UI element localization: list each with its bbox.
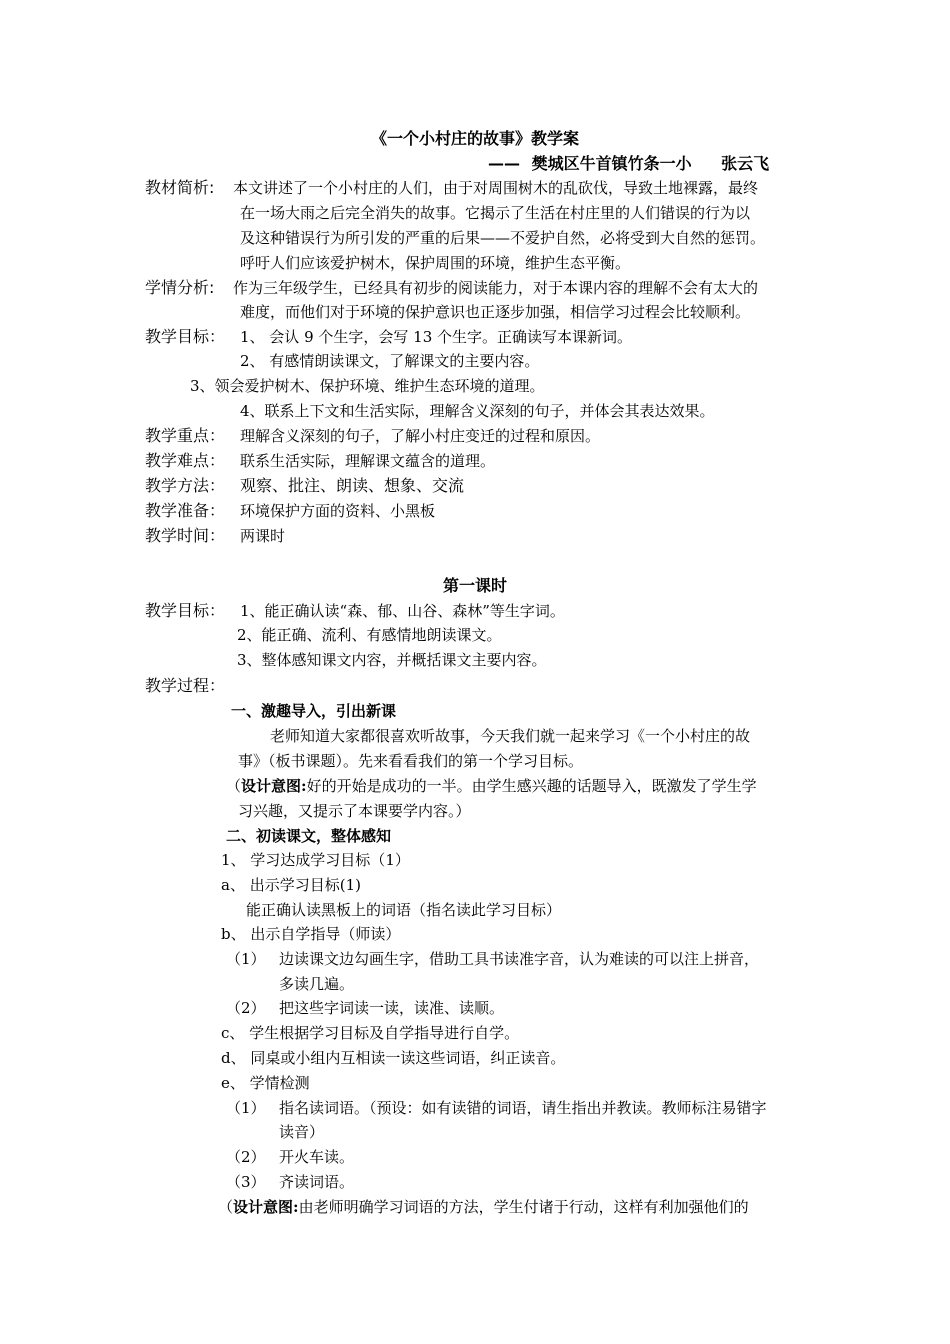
section2-item: e、 学情检测 (221, 1074, 310, 1092)
sub-item-text: 齐读词语。 (279, 1173, 355, 1191)
shijian-label: 教学时间： (145, 526, 226, 545)
sub-item-number: （2） (226, 999, 266, 1017)
sub-item-number: （1） (226, 1099, 266, 1117)
mubiao-item: 1、 会认 9 个生字，会写 13 个生字。正确读写本课新词。 (240, 328, 633, 346)
jiaocai-line: 本文讲述了一个小村庄的人们，由于对周围树木的乱砍伐，导致土地裸露，最终 (233, 179, 759, 197)
process-label: 教学过程： (145, 676, 226, 695)
section1-line: 老师知道大家都很喜欢听故事，今天我们就一起来学习《一个小村庄的故 (270, 727, 751, 745)
mubiao-item: 4、联系上下文和生活实际，理解含义深刻的句子，并体会其表达效果。 (240, 402, 715, 420)
sub-item-text: 多读几遍。 (279, 975, 355, 993)
design-text: 好的开始是成功的一半。由学生感兴趣的话题导入，既激发了学生学 (306, 777, 757, 795)
lesson1-heading: 第一课时 (442, 576, 507, 595)
section2-title: 二、初读课文，整体感知 (226, 827, 392, 845)
xueqing-line: 难度，而他们对于环境的保护意识也正逐步加强，相信学习过程会比较顺利。 (240, 303, 751, 321)
design-note-1 (226, 776, 757, 796)
sub-item-number: （2） (226, 1148, 266, 1166)
section2-item: b、 出示自学指导（师读） (221, 925, 401, 943)
section2-item: 能正确认读黑板上的词语（指名读此学习目标） (246, 901, 562, 919)
xueqing-label: 学情分析: (145, 278, 215, 297)
design-open-paren: （ (226, 777, 242, 795)
design-note-2 (218, 1197, 749, 1217)
zhongdian-label: 教学重点： (145, 426, 226, 445)
lesson1-goal: 2、能正确、流利、有感情地朗读课文。 (237, 626, 502, 644)
zhunbei-label: 教学准备： (145, 501, 226, 520)
document-title: 《一个小村庄的故事》教学案 (370, 129, 579, 148)
sub-item-text: 把这些字词读一读，读准、读顺。 (279, 999, 505, 1017)
design-label: 设计意图: (233, 1198, 299, 1216)
section2-item: c、 学生根据学习目标及自学指导进行自学。 (221, 1024, 520, 1042)
sub-item-number: （1） (226, 950, 266, 968)
jiaocai-line: 在一场大雨之后完全消失的故事。它揭示了生活在村庄里的人们错误的行为以 (240, 204, 751, 222)
nandian-text: 联系生活实际，理解课文蕴含的道理。 (240, 452, 496, 470)
byline-dash: —— (488, 154, 520, 173)
mubiao-item: 2、 有感情朗读课文，了解课文的主要内容。 (240, 352, 540, 370)
byline (488, 154, 769, 174)
sub-item-text: 指名读词语。（预设：如有读错的词语，请生指出并教读。教师标注易错字 (279, 1099, 767, 1117)
jiaocai-line: 呼吁人们应该爱护树木，保护周围的环境，维护生态平衡。 (240, 254, 631, 272)
section1-line: 事》（板书课题）。先来看看我们的第一个学习目标。 (238, 752, 584, 770)
design-label: 设计意图: (241, 777, 307, 795)
section2-item: d、 同桌或小组内互相读一读这些词语，纠正读音。 (221, 1049, 566, 1067)
design-text: 由老师明确学习词语的方法，学生付诸于行动，这样有利加强他们的 (298, 1198, 749, 1216)
fangfa-text: 观察、批注、朗读、想象、交流 (240, 476, 465, 495)
design-note-1-line2: 习兴趣，又提示了本课要学内容。） (238, 802, 471, 820)
nandian-label: 教学难点： (145, 451, 226, 470)
zhunbei-text: 环境保护方面的资料、小黑板 (240, 502, 436, 520)
xueqing-line: 作为三年级学生，已经具有初步的阅读能力，对于本课内容的理解不会有太大的 (233, 279, 759, 297)
sub-item-number: （3） (226, 1173, 266, 1191)
byline-school: 樊城区牛首镇竹条一小 (531, 154, 692, 173)
sub-item-text: 开火车读。 (279, 1148, 355, 1166)
shijian-text: 两课时 (240, 527, 286, 545)
section2-item: 1、 学习达成学习目标（1） (221, 851, 410, 869)
zhongdian-text: 理解含义深刻的句子，了解小村庄变迁的过程和原因。 (240, 427, 601, 445)
lesson1-goal-label: 教学目标： (145, 601, 226, 620)
jiaocai-label: 教材简析: (145, 178, 215, 197)
jiaocai-line: 及这种错误行为所引发的严重的后果——不爱护自然，必将受到大自然的惩罚。 (240, 229, 766, 247)
mubiao-label: 教学目标： (145, 327, 226, 346)
section2-item: a、 出示学习目标(1) (221, 876, 361, 894)
lesson1-goal: 1、能正确认读“森、郁、山谷、森林”等生字词。 (240, 602, 565, 620)
design-open-paren: （ (218, 1198, 234, 1216)
sub-item-text: 边读课文边勾画生字，借助工具书读准字音，认为难读的可以注上拼音， (279, 950, 760, 968)
section1-title: 一、激趣导入，引出新课 (231, 702, 397, 720)
lesson1-goal: 3、整体感知课文内容，并概括课文主要内容。 (237, 651, 547, 669)
fangfa-label: 教学方法： (145, 476, 226, 495)
byline-author: 张云飞 (721, 154, 770, 173)
sub-item-text: 读音） (279, 1123, 325, 1141)
mubiao-item: 3、领会爱护树木、保护环境、维护生态环境的道理。 (190, 377, 545, 395)
